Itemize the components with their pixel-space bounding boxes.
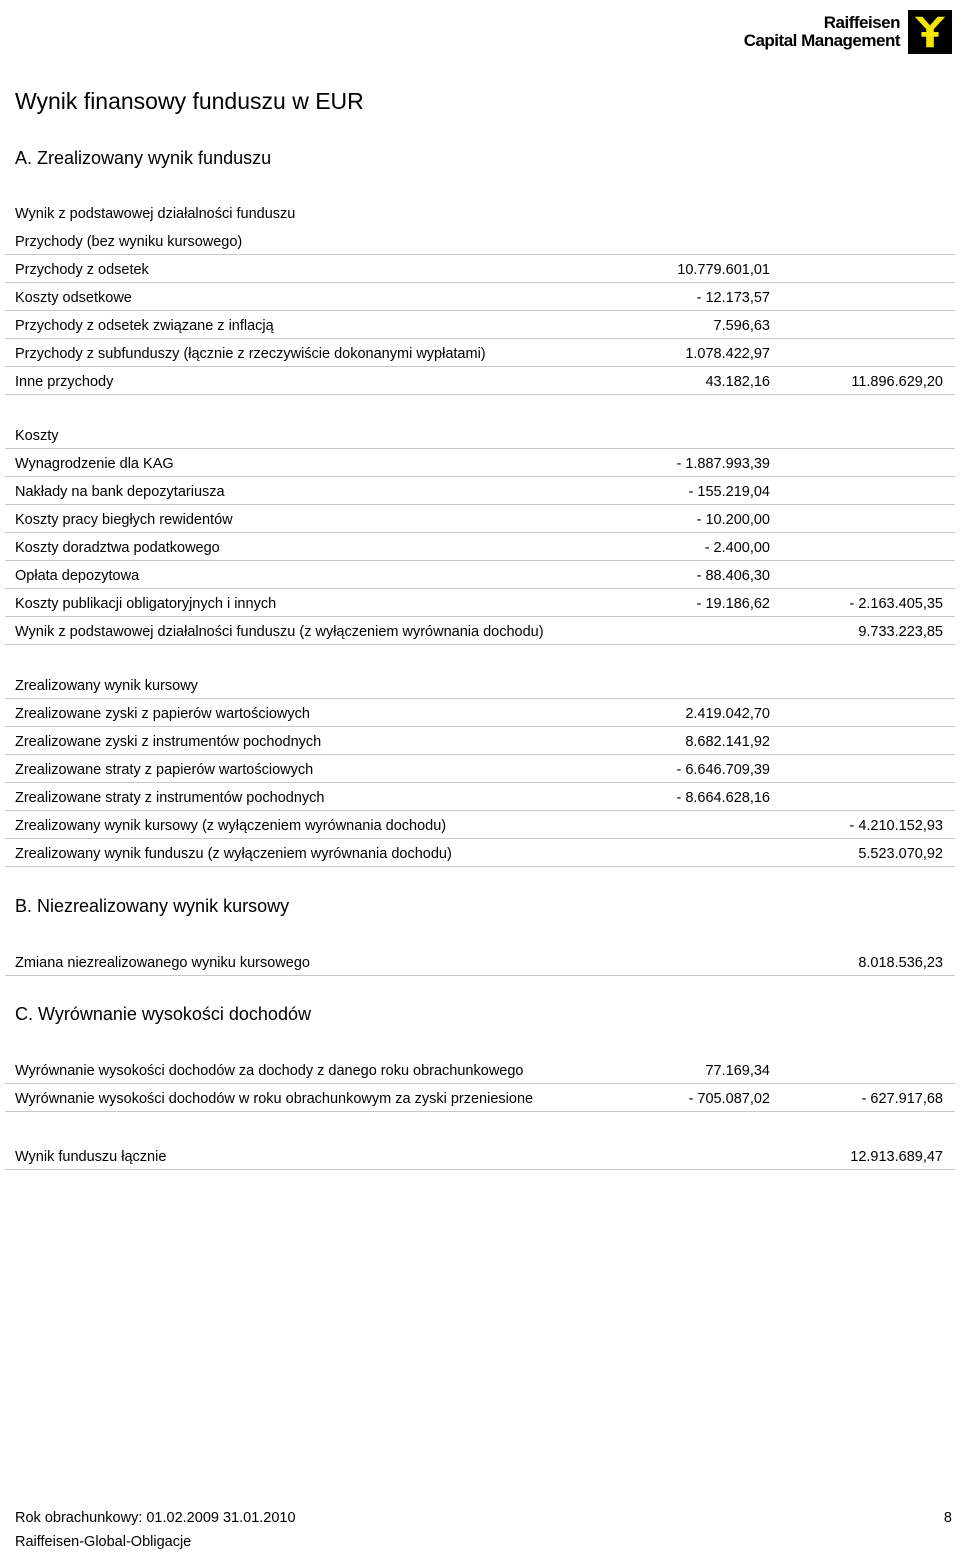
row-label: Koszty publikacji obligatoryjnych i innych — [15, 596, 277, 612]
row-value-total: 11.896.629,20 — [851, 374, 943, 390]
row-label: Zrealizowany wynik funduszu (z wyłączeniem wyrównania dochodu) — [15, 846, 452, 862]
row-label: Zrealizowane straty z instrumentów pochodnych — [15, 790, 325, 806]
page-number: 8 — [943, 1510, 952, 1526]
row-value-detail: - 1.887.993,39 — [676, 456, 770, 472]
row-label: Zrealizowane zyski z instrumentów pochodnych — [15, 734, 322, 750]
row-value-detail: - 6.646.709,39 — [676, 762, 770, 778]
gable-cross-icon — [908, 10, 952, 54]
company-logo — [744, 10, 952, 54]
row-value-total: - 627.917,68 — [861, 1091, 943, 1107]
row-value-detail: - 12.173,57 — [696, 290, 770, 306]
table-row — [5, 421, 955, 449]
total-table — [5, 1142, 955, 1170]
row-value-detail: - 705.087,02 — [688, 1091, 770, 1107]
row-label: Przychody z odsetek związane z inflacją — [15, 318, 274, 334]
row-value-total: - 4.210.152,93 — [849, 818, 943, 834]
row-value-detail: - 88.406,30 — [696, 568, 770, 584]
row-label: Koszty doradztwa podatkowego — [15, 540, 220, 556]
row-label: Nakłady na bank depozytariusza — [15, 484, 225, 500]
table-row — [5, 1084, 955, 1112]
row-value-detail: 7.596,63 — [713, 318, 770, 334]
row-label: Wynagrodzenie dla KAG — [15, 456, 174, 472]
footer-period: Rok obrachunkowy: 01.02.2009 31.01.2010 — [15, 1510, 296, 1526]
row-value-detail: - 10.200,00 — [696, 512, 770, 528]
row-label: Opłata depozytowa — [15, 568, 140, 584]
table-row — [5, 505, 955, 533]
row-value-total: 5.523.070,92 — [858, 846, 943, 862]
row-label: Wynik funduszu łącznie — [15, 1149, 167, 1165]
row-label: Wyrównanie wysokości dochodów za dochody z danego roku obrachunkowego — [15, 1063, 524, 1079]
logo-text — [744, 14, 900, 50]
table-row — [5, 755, 955, 783]
row-value-total: 12.913.689,47 — [850, 1149, 943, 1165]
row-value-detail: 1.078.422,97 — [685, 346, 770, 362]
row-label: Zrealizowane straty z papierów wartościowych — [15, 762, 314, 778]
section-c-title: C. Wyrównanie wysokości dochodów — [15, 1004, 311, 1024]
row-value-detail: - 2.400,00 — [704, 540, 770, 556]
row-value-detail: 10.779.601,01 — [677, 262, 770, 278]
row-label: Koszty pracy biegłych rewidentów — [15, 512, 233, 528]
logo-line2: Capital Management — [743, 31, 900, 50]
row-label: Wyrównanie wysokości dochodów w roku obrachunkowym za zyski przeniesione — [15, 1091, 534, 1107]
row-value-detail: 8.682.141,92 — [685, 734, 770, 750]
row-value-detail: 77.169,34 — [705, 1063, 770, 1079]
row-label: Wynik z podstawowej działalności funduszu (z wyłączeniem wyrównania dochodu) — [15, 624, 544, 640]
table-row — [5, 367, 955, 395]
table-row — [5, 617, 955, 645]
row-value-detail: 43.182,16 — [705, 374, 770, 390]
footer-fund-name: Raiffeisen-Global-Obligacje — [15, 1534, 192, 1550]
table-row — [5, 199, 955, 227]
row-value-total: 8.018.536,23 — [858, 955, 943, 971]
table-row — [5, 533, 955, 561]
row-label: Zmiana niezrealizowanego wyniku kursowego — [15, 955, 310, 971]
table-row — [5, 477, 955, 505]
row-value-total: 9.733.223,85 — [858, 624, 943, 640]
table-row — [5, 811, 955, 839]
row-value-total: - 2.163.405,35 — [849, 596, 943, 612]
table-row — [5, 783, 955, 811]
table-row — [5, 255, 955, 283]
section-b-table — [5, 948, 955, 976]
table-row — [5, 589, 955, 617]
row-label: Przychody z odsetek — [15, 262, 149, 278]
table-row — [5, 227, 955, 255]
row-value-detail: - 19.186,62 — [696, 596, 770, 612]
row-label: Przychody z subfunduszy (łącznie z rzeczywiście dokonanymi wypłatami) — [15, 346, 486, 362]
section-c-table — [5, 1056, 955, 1112]
table-row — [5, 839, 955, 867]
table-row — [5, 311, 955, 339]
table-row — [5, 948, 955, 976]
table-row — [5, 339, 955, 367]
table-row — [5, 699, 955, 727]
row-label: Zrealizowany wynik kursowy (z wyłączeniem wyrównania dochodu) — [15, 818, 447, 834]
section-a-title: A. Zrealizowany wynik funduszu — [15, 148, 272, 168]
row-label: Koszty odsetkowe — [15, 290, 132, 306]
costs-table — [5, 421, 955, 645]
row-label: Przychody (bez wyniku kursowego) — [15, 234, 243, 250]
realized-fx-table — [5, 671, 955, 867]
row-label: Zrealizowane zyski z papierów wartościowych — [15, 706, 310, 722]
table-row — [5, 449, 955, 477]
row-label: Wynik z podstawowej działalności funduszu — [15, 206, 296, 222]
logo-line1: Raiffeisen — [823, 13, 900, 32]
table-row — [5, 727, 955, 755]
row-value-detail: - 8.664.628,16 — [676, 790, 770, 806]
table-row — [5, 1142, 955, 1170]
table-row — [5, 671, 955, 699]
section-a-table — [5, 199, 955, 395]
table-row — [5, 561, 955, 589]
section-b-title: B. Niezrealizowany wynik kursowy — [15, 896, 290, 916]
row-label: Inne przychody — [15, 374, 114, 390]
row-label: Zrealizowany wynik kursowy — [15, 678, 198, 694]
row-value-detail: 2.419.042,70 — [685, 706, 770, 722]
row-label: Koszty — [15, 428, 59, 444]
page-title: Wynik finansowy funduszu w EUR — [15, 88, 364, 114]
row-value-detail: - 155.219,04 — [688, 484, 770, 500]
table-row — [5, 1056, 955, 1084]
table-row — [5, 283, 955, 311]
